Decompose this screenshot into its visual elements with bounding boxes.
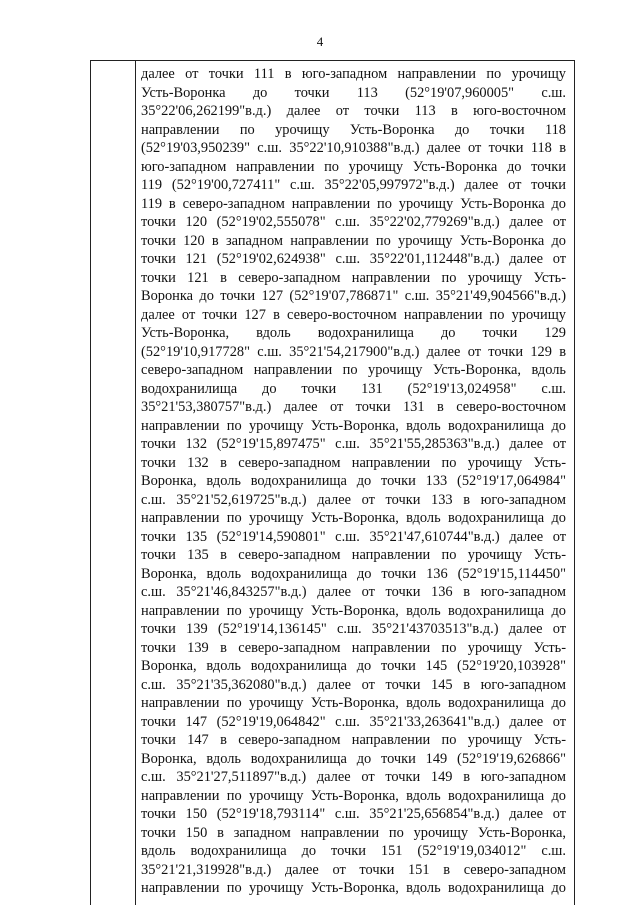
document-table	[90, 60, 575, 905]
text-line: 119 (52°19'00,727411" с.ш. 35°22'05,997972"в.д.) далее от точки	[141, 177, 566, 193]
text-line: с.ш. 35°21'52,619725"в.д.) далее от точки 133 в юго-западном	[141, 491, 566, 508]
text-line: северо-западном направлении по урочищу Усть-Воронка, вдоль	[141, 362, 566, 378]
text-line: (52°19'03,950239" с.ш. 35°22'10,910388"в.д.) далее от точки 118 в	[141, 140, 566, 156]
text-line: с.ш. 35°21'35,362080"в.д.) далее от точки 145 в юго-западном	[141, 676, 566, 693]
text-line: направлении по урочищу Усть-Воронка, вдоль водохранилища до	[141, 417, 566, 434]
text-line: Воронка, вдоль водохранилища до точки 149 (52°19'19,626866"	[141, 750, 566, 767]
text-line: Воронка до точки 127 (52°19'07,786871" с.ш. 35°21'49,904566"в.д.)	[141, 288, 566, 304]
text-line: направлении по урочищу Усть-Воронка, вдоль водохранилища до	[141, 880, 566, 896]
text-line: точки 132 в северо-западном направлении по урочищу Усть-	[141, 454, 566, 471]
text-line: точки 150 (52°19'18,793114" с.ш. 35°21'25,656854"в.д.) далее от	[141, 806, 566, 822]
text-line: далее от точки 127 в северо-восточном направлении по урочищу	[141, 306, 566, 323]
description-cell	[141, 65, 566, 898]
text-line: направлении по урочищу Усть-Воронка, вдоль водохранилища до	[141, 510, 566, 526]
text-line: с.ш. 35°21'46,843257"в.д.) далее от точки 136 в юго-западном	[141, 584, 566, 600]
text-line: точки 132 (52°19'15,897475" с.ш. 35°21'55,285363"в.д.) далее от	[141, 436, 566, 452]
text-line: точки 139 в северо-западном направлении по урочищу Усть-	[141, 639, 566, 656]
text-line: точки 135 (52°19'14,590801" с.ш. 35°21'47,610744"в.д.) далее от	[141, 528, 566, 545]
text-line: точки 120 в западном направлении по урочищу Усть-Воронка до	[141, 232, 566, 249]
text-line: направлении по урочищу Усть-Воронка, вдоль водохранилища до	[141, 787, 566, 804]
text-line: с.ш. 35°21'27,511897"в.д.) далее от точки 149 в юго-западном	[141, 769, 566, 785]
text-line: Усть-Воронка, вдоль водохранилища до точки 129	[141, 325, 566, 341]
text-line: точки 121 в северо-западном направлении по урочищу Усть-	[141, 269, 566, 286]
text-line: точки 139 (52°19'14,136145" с.ш. 35°21'43703513"в.д.) далее от	[141, 621, 566, 637]
text-line: 35°21'21,319928"в.д.) далее от точки 151 в северо-западном	[141, 861, 566, 878]
text-line: Воронка, вдоль водохранилища до точки 133 (52°19'17,064984"	[141, 473, 566, 489]
text-line: (52°19'10,917728" с.ш. 35°21'54,217900"в.д.) далее от точки 129 в	[141, 343, 566, 360]
text-line: точки 147 в северо-западном направлении по урочищу Усть-	[141, 732, 566, 748]
text-line: точки 121 (52°19'02,624938" с.ш. 35°22'01,112448"в.д.) далее от	[141, 251, 566, 267]
text-line: точки 120 (52°19'02,555078" с.ш. 35°22'02,779269"в.д.) далее от	[141, 214, 566, 230]
text-line: Воронка, вдоль водохранилища до точки 136 (52°19'15,114450"	[141, 565, 566, 582]
text-line: точки 135 в северо-западном направлении по урочищу Усть-	[141, 547, 566, 563]
page-number: 4	[316, 34, 324, 49]
text-line: точки 150 в западном направлении по урочищу Усть-Воронка,	[141, 824, 566, 841]
text-line: направлении по урочищу Усть-Воронка, вдоль водохранилища до	[141, 695, 566, 711]
text-line: 119 в северо-западном направлении по урочищу Усть-Воронка до	[141, 195, 566, 212]
text-line: вдоль водохранилища до точки 151 (52°19'19,034012" с.ш.	[141, 843, 566, 859]
text-line: 35°22'06,262199"в.д.) далее от точки 113 в юго-восточном	[141, 103, 566, 119]
text-line: 35°21'53,380757"в.д.) далее от точки 131 в северо-восточном	[141, 399, 566, 415]
text-line: Усть-Воронка до точки 113 (52°19'07,960005" с.ш.	[141, 84, 566, 101]
text-line: направлении по урочищу Усть-Воронка до точки 118	[141, 121, 566, 138]
text-line: точки 147 (52°19'19,064842" с.ш. 35°21'33,263641"в.д.) далее от	[141, 713, 566, 730]
text-line: Воронка, вдоль водохранилища до точки 145 (52°19'20,103928"	[141, 658, 566, 674]
column-divider	[135, 61, 136, 905]
text-line: юго-западном направлении по урочищу Усть-Воронка до точки	[141, 158, 566, 175]
text-line: далее от точки 111 в юго-западном направлении по урочищу	[141, 66, 566, 82]
text-line: направлении по урочищу Усть-Воронка, вдоль водохранилища до	[141, 602, 566, 619]
text-line: водохранилища до точки 131 (52°19'13,024958" с.ш.	[141, 380, 566, 397]
